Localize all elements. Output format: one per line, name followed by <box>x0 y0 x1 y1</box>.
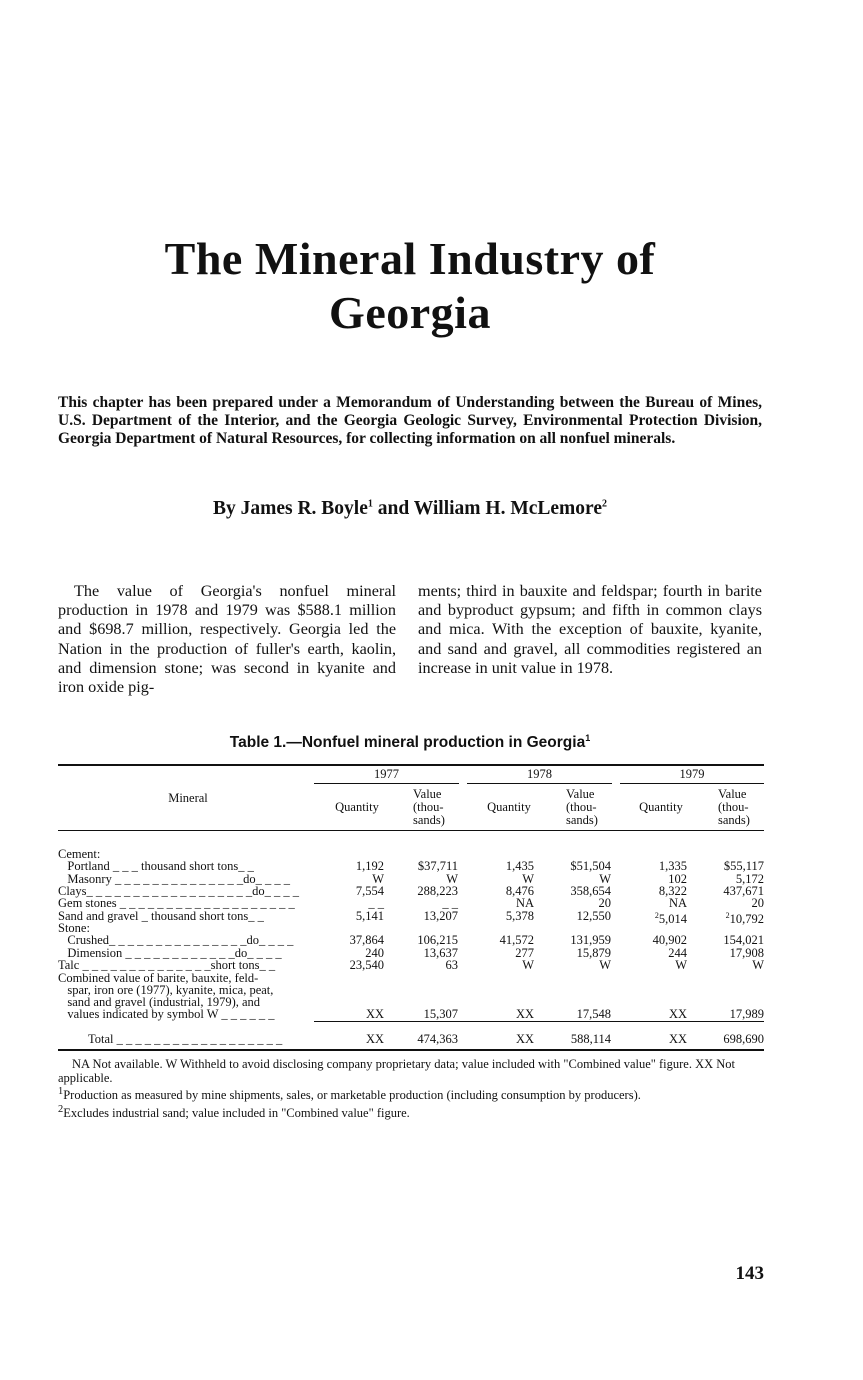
cell-value: XX <box>515 1032 534 1046</box>
table-cell <box>694 959 764 972</box>
table-row-label: Portland _ _ _ thousand short tons_ _ <box>58 859 254 874</box>
table-title-footnote-mark: 1 <box>585 733 591 743</box>
cell-value: 20 <box>598 896 611 911</box>
cell-value: W <box>446 871 458 886</box>
cell-value: 40,902 <box>652 933 687 948</box>
combined-label-line: sand and gravel (industrial, 1979), and <box>58 995 261 1009</box>
title-line-1: The Mineral Industry of <box>164 233 656 284</box>
combined-value-cell <box>617 1008 687 1021</box>
cell-value: 15,879 <box>576 945 611 960</box>
combined-value-cell <box>541 1008 611 1021</box>
cell-footnote-mark: 2 <box>725 910 730 920</box>
cell-value: 23,540 <box>349 958 384 973</box>
value-header-1978 <box>566 788 616 827</box>
abbreviation-note: NA Not available. W Withheld to avoid disclosing company proprietary data; value included with "Combined value" figure. XX Not applicable. <box>58 1057 736 1085</box>
table-cell <box>541 910 611 923</box>
cell-value: XX <box>365 1007 384 1021</box>
cell-value: 588,114 <box>570 1032 611 1046</box>
table-cell <box>617 959 687 972</box>
combined-label-line: values indicated by symbol W _ _ _ _ _ _ <box>58 1007 275 1021</box>
cell-value: W <box>522 958 534 973</box>
byline <box>0 498 820 520</box>
total-value-cell <box>694 1033 764 1046</box>
body-column-left: The value of Georgia's nonfuel mineral production in 1978 and 1979 was $588.1 million and $698.7 million, respectively. Georgia led the Nation in the production of fuller's earth, kaolin, and dimension stone; was second in kyanite and iron oxide pig- <box>58 582 396 697</box>
body-column-right: ments; third in bauxite and feldspar; fourth in barite and byproduct gypsum; and fifth in common clays and mica. With the exception of bauxite, kyanite, and sand and gravel, all commodities registered an increase in unit value in 1978. <box>418 582 762 677</box>
cell-value: 698,690 <box>723 1032 764 1046</box>
total-value-cell <box>314 1033 384 1046</box>
cell-value: 102 <box>668 871 687 886</box>
cell-value: 41,572 <box>499 933 534 948</box>
cell-value: W <box>752 958 764 973</box>
cell-value: $37,711 <box>417 859 458 874</box>
page-number: 143 <box>735 1263 764 1284</box>
cell-value: W <box>522 871 534 886</box>
title-line-2: Georgia <box>329 287 491 338</box>
table-cell <box>464 910 534 923</box>
cell-value: NA <box>668 896 687 911</box>
combined-value-cell <box>464 1008 534 1021</box>
cell-value: 8,322 <box>658 884 687 899</box>
table-row-label: Clays_ _ _ _ _ _ _ _ _ _ _ _ _ _ _ _ _ _do_ _ _ _ <box>58 884 299 899</box>
cell-value: 277 <box>515 945 534 960</box>
table-cell <box>314 959 384 972</box>
value-header-line: Value <box>718 787 747 801</box>
combined-value-cell <box>694 1008 764 1021</box>
table-cell <box>314 910 384 923</box>
value-header-line: sands) <box>413 813 445 827</box>
byline-joiner: and <box>372 498 414 519</box>
cell-value: 10,792 <box>729 911 764 926</box>
cell-value: NA <box>515 896 534 911</box>
cell-value: $55,117 <box>723 859 764 874</box>
table-cell <box>617 910 687 926</box>
cell-value: 8,476 <box>505 884 534 899</box>
table-cell <box>694 910 764 926</box>
cell-value: W <box>599 871 611 886</box>
table-top-rule <box>58 764 764 766</box>
quantity-header-1979: Quantity <box>639 800 683 814</box>
subtotal-rule <box>314 1021 764 1022</box>
value-header-1979 <box>718 788 768 827</box>
year-1979-header: 1979 <box>679 767 705 781</box>
author-1: James R. Boyle <box>240 498 368 519</box>
cell-value: _ _ <box>442 896 458 911</box>
table-title <box>0 733 820 752</box>
cell-value: XX <box>668 1007 687 1021</box>
table-cell <box>388 910 458 923</box>
table-cell <box>464 959 534 972</box>
author-2-footnote-mark: 2 <box>602 498 608 510</box>
year-1977-header: 1977 <box>374 767 399 781</box>
cell-value: 244 <box>668 945 687 960</box>
cell-value: 5,141 <box>355 908 384 923</box>
cell-footnote-mark: 2 <box>654 910 659 920</box>
table-row-label: Stone: <box>58 921 90 936</box>
year-1979-rule <box>620 783 764 784</box>
cell-value: XX <box>668 1032 687 1046</box>
table-cell <box>694 897 764 910</box>
table-row-label: Gem stones _ _ _ _ _ _ _ _ _ _ _ _ _ _ _ _ _ _ _ <box>58 896 295 911</box>
table-row-label: Sand and gravel _ thousand short tons_ _ <box>58 908 264 923</box>
footnote-1-mark: 1 <box>58 1086 64 1097</box>
table-row-label: Dimension _ _ _ _ _ _ _ _ _ _ _ _do_ _ _ _ <box>58 945 282 960</box>
cell-value: 1,435 <box>505 859 534 874</box>
total-value-cell <box>464 1033 534 1046</box>
cell-value: W <box>372 871 384 886</box>
intro-paragraph: This chapter has been prepared under a Memorandum of Understanding between the Bureau of Mines, U.S. Department of the Interior, and the Georgia Geologic Survey, Environmental Protection Division, Georgia Department of Natural Resources, for collecting information on all nonfuel minerals. <box>58 394 762 447</box>
table-cell <box>388 959 458 972</box>
table-row-label: Cement: <box>58 847 101 861</box>
cell-value: 5,172 <box>735 871 764 886</box>
cell-value: 17,908 <box>729 945 764 960</box>
total-value-cell <box>388 1033 458 1046</box>
cell-value: 13,207 <box>423 908 458 923</box>
cell-value: 5,378 <box>505 908 534 923</box>
cell-value: 17,548 <box>576 1007 611 1021</box>
cell-value: XX <box>365 1032 384 1046</box>
header-bottom-rule <box>58 830 764 831</box>
year-1978-header: 1978 <box>527 767 552 781</box>
cell-value: 106,215 <box>417 933 458 948</box>
cell-value: 17,989 <box>729 1007 764 1021</box>
cell-value: 5,014 <box>658 911 687 926</box>
total-label: Total _ _ _ _ _ _ _ _ _ _ _ _ _ _ _ _ _ _ <box>88 1032 283 1046</box>
cell-value: 288,223 <box>417 884 458 899</box>
value-header-line: sands) <box>566 813 598 827</box>
quantity-header-1978: Quantity <box>487 800 531 814</box>
cell-value: 474,363 <box>417 1032 458 1046</box>
value-header-line: (thou- <box>413 800 444 814</box>
author-1-footnote-mark: 1 <box>367 498 373 510</box>
footnote-2-text: Excludes industrial sand; value included in "Combined value" figure. <box>63 1105 410 1120</box>
cell-value: 1,192 <box>355 859 384 874</box>
total-value-cell <box>541 1033 611 1046</box>
table-row-label: Talc _ _ _ _ _ _ _ _ _ _ _ _ _ _short tons_ _ <box>58 958 276 973</box>
year-1977-rule <box>314 783 459 784</box>
cell-value: 437,671 <box>723 884 764 899</box>
cell-value: W <box>675 958 687 973</box>
mineral-header: Mineral <box>168 791 208 805</box>
value-header-1977 <box>413 788 463 827</box>
cell-value: 63 <box>445 958 458 973</box>
cell-value: 20 <box>751 896 764 911</box>
cell-value: _ _ <box>368 896 384 911</box>
cell-value: XX <box>515 1007 534 1021</box>
table-title-text: Table 1.—Nonfuel mineral production in Georgia <box>229 734 586 752</box>
table-bottom-rule <box>58 1049 764 1051</box>
combined-value-cell <box>314 1008 384 1021</box>
table-row-label: Masonry _ _ _ _ _ _ _ _ _ _ _ _ _ _do_ _ _ _ <box>58 871 290 886</box>
cell-value: $51,504 <box>570 859 611 874</box>
cell-value: 13,637 <box>423 945 458 960</box>
cell-value: 240 <box>365 945 384 960</box>
value-header-line: (thou- <box>566 800 597 814</box>
year-1978-rule <box>467 783 612 784</box>
quantity-header-1977: Quantity <box>335 800 379 814</box>
chapter-title <box>0 232 820 340</box>
cell-value: 358,654 <box>570 884 611 899</box>
footnote-2 <box>58 1103 768 1121</box>
byline-prefix: By <box>212 498 241 519</box>
combined-label-line: spar, iron ore (1977), kyanite, mica, peat, <box>58 983 274 997</box>
author-2: William H. McLemore <box>413 498 603 519</box>
cell-value: 12,550 <box>576 908 611 923</box>
cell-value: 154,021 <box>723 933 764 948</box>
footnote-1 <box>58 1085 768 1103</box>
value-header-line: sands) <box>718 813 750 827</box>
cell-value: 37,864 <box>349 933 384 948</box>
cell-value: 7,554 <box>355 884 384 899</box>
footnote-1-text: Production as measured by mine shipments, sales, or marketable production (including consumption by producers). <box>63 1088 641 1103</box>
value-header-line: (thou- <box>718 800 749 814</box>
total-value-cell <box>617 1033 687 1046</box>
footnote-2-mark: 2 <box>58 1103 64 1115</box>
table-row-label: Crushed_ _ _ _ _ _ _ _ _ _ _ _ _ _ _do_ _ _ _ <box>58 933 294 948</box>
table-cell <box>617 897 687 910</box>
table-notes <box>58 1058 768 1120</box>
cell-value: 15,307 <box>423 1007 458 1021</box>
combined-label-line: Combined value of barite, bauxite, feld- <box>58 971 259 985</box>
value-header-line: Value <box>566 787 595 801</box>
cell-value: 1,335 <box>658 859 687 874</box>
combined-value-cell <box>388 1008 458 1021</box>
value-header-line: Value <box>413 787 442 801</box>
cell-value: 131,959 <box>570 933 611 948</box>
table-cell <box>541 959 611 972</box>
cell-value: W <box>599 958 611 973</box>
